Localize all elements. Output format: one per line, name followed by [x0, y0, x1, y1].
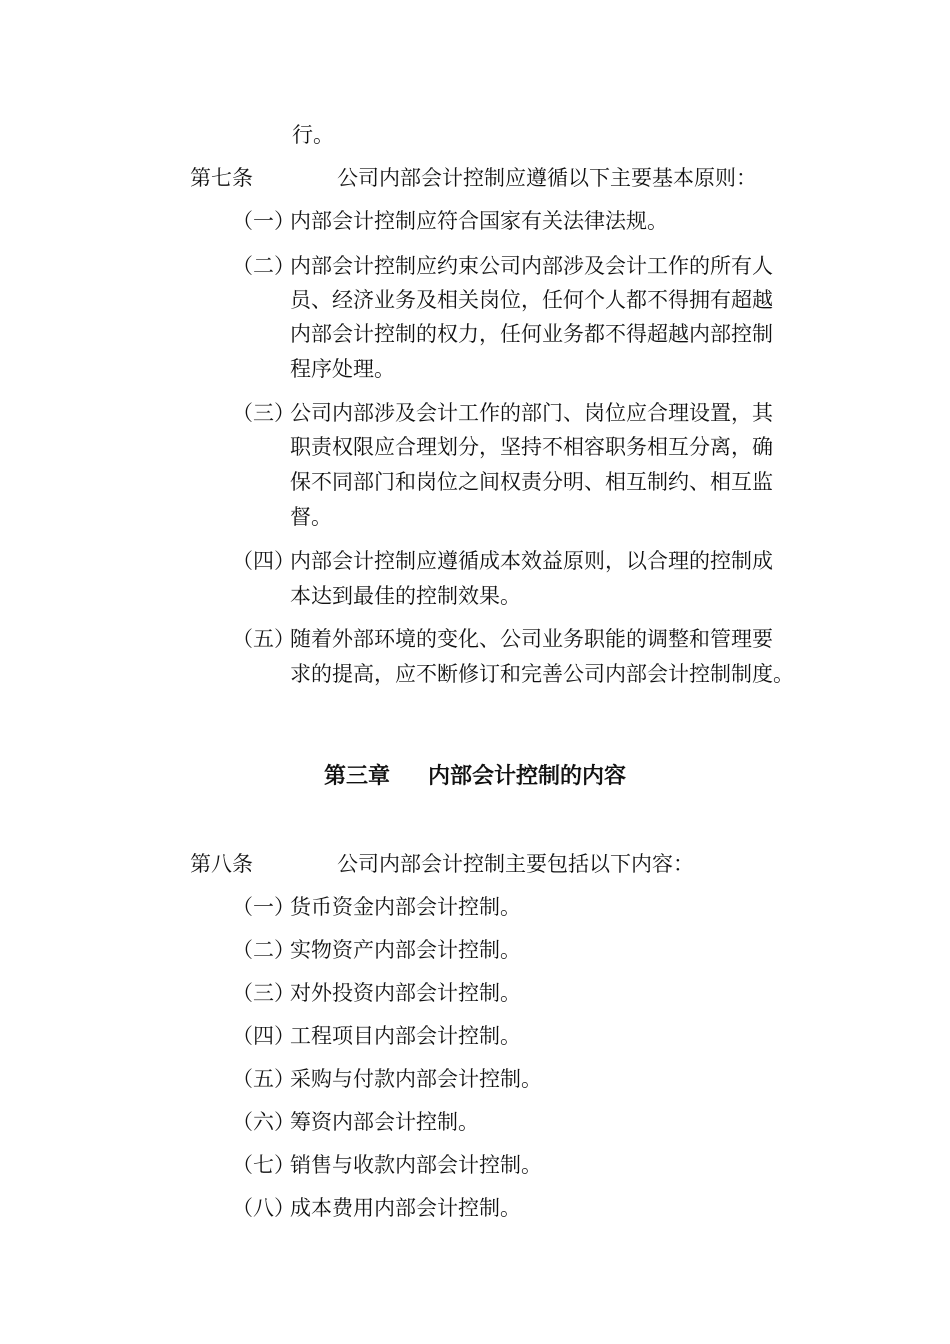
article-8-item-5-text: 采购与付款内部会计控制。 [290, 1067, 542, 1091]
article-7-item-3-line-4: 督。 [290, 505, 332, 529]
chapter-heading [0, 764, 950, 790]
article-8-intro: 公司内部会计控制主要包括以下内容： [337, 852, 694, 876]
article-8-item-7-number: （七） [232, 1153, 295, 1177]
article-8-item-7-text: 销售与收款内部会计控制。 [290, 1153, 542, 1177]
article-7-item-2-line-4: 程序处理。 [290, 357, 395, 381]
chapter-number: 第三章 [323, 764, 390, 789]
article-8-item-8-number: （八） [232, 1196, 295, 1220]
article-8-item-8-text: 成本费用内部会计控制。 [290, 1196, 521, 1220]
article-8-item-5-number: （五） [232, 1067, 295, 1091]
article-8-item-4-text: 工程项目内部会计控制。 [290, 1024, 521, 1048]
article-7-item-3-line-1: 公司内部涉及会计工作的部门、岗位应合理设置，其 [290, 401, 773, 425]
article-7-item-1-line-1: 内部会计控制应符合国家有关法律法规。 [290, 209, 668, 233]
article-7-item-3-number: （三） [232, 401, 295, 425]
article-8-item-1-number: （一） [232, 895, 295, 919]
article-7-item-2-line-1: 内部会计控制应约束公司内部涉及会计工作的所有人 [290, 254, 773, 278]
article-7-item-4-line-1: 内部会计控制应遵循成本效益原则，以合理的控制成 [290, 549, 773, 573]
article-8-item-6-text: 筹资内部会计控制。 [290, 1110, 479, 1134]
article-8-item-4-number: （四） [232, 1024, 295, 1048]
article-7-item-5-line-1: 随着外部环境的变化、公司业务职能的调整和管理要 [290, 627, 773, 651]
article-7-item-2-line-3: 内部会计控制的权力，任何业务都不得超越内部控制 [290, 322, 773, 346]
article-7-intro: 公司内部会计控制应遵循以下主要基本原则： [337, 166, 757, 190]
continuation-text: 行。 [292, 123, 334, 147]
article-7-item-2-number: （二） [232, 254, 295, 278]
article-7-item-5-number: （五） [232, 627, 295, 651]
article-7-label: 第七条 [190, 166, 253, 190]
article-8-item-6-number: （六） [232, 1110, 295, 1134]
article-8-item-2-text: 实物资产内部会计控制。 [290, 938, 521, 962]
article-7-item-4-line-2: 本达到最佳的控制效果。 [290, 584, 521, 608]
article-7-item-3-line-3: 保不同部门和岗位之间权责分明、相互制约、相互监 [290, 470, 773, 494]
article-8-label: 第八条 [190, 852, 253, 876]
article-7-item-4-number: （四） [232, 549, 295, 573]
article-8-item-3-number: （三） [232, 981, 295, 1005]
article-7-item-3-line-2: 职责权限应合理划分，坚持不相容职务相互分离，确 [290, 435, 773, 459]
article-7-item-2-line-2: 员、经济业务及相关岗位，任何个人都不得拥有超越 [290, 288, 773, 312]
article-8-item-1-text: 货币资金内部会计控制。 [290, 895, 521, 919]
article-8-item-2-number: （二） [232, 938, 295, 962]
article-7-item-5-line-2: 求的提高，应不断修订和完善公司内部会计控制制度。 [290, 662, 794, 686]
chapter-title: 内部会计控制的内容 [428, 764, 627, 789]
article-8-item-3-text: 对外投资内部会计控制。 [290, 981, 521, 1005]
article-7-item-1-number: （一） [232, 209, 295, 233]
